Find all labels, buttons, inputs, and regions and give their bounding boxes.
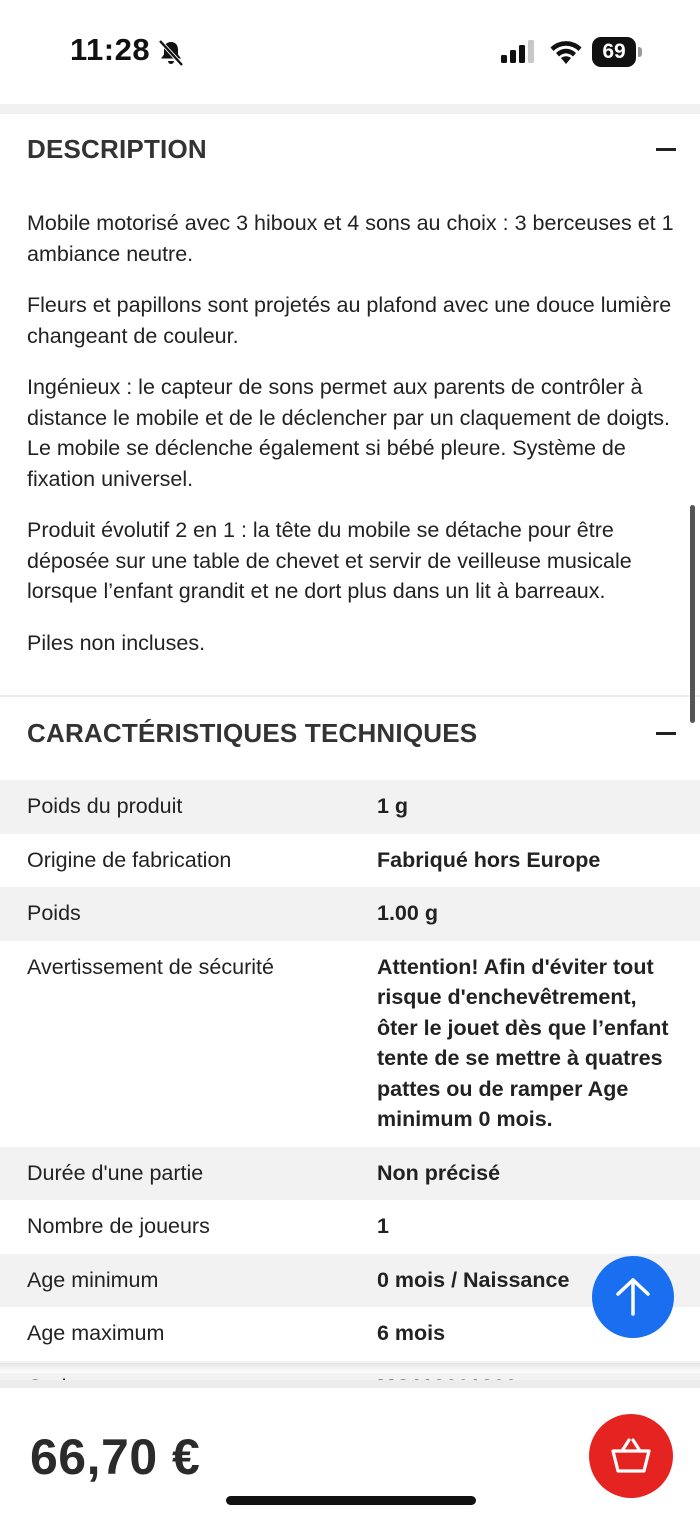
bottom-purchase-bar (0, 1380, 700, 1519)
spec-label: Poids du produit (27, 794, 183, 818)
spec-value: 6 mois (377, 1321, 446, 1345)
description-title: DESCRIPTION (27, 134, 207, 164)
description-paragraph: Ingénieux : le capteur de sons permet aux parents de contrôler à distance le mobile et de le déclencher par un claquement de doigts. Le mobile se déclenche également si bébé pleure. Système de fixation universel. (27, 375, 671, 491)
basket-icon (609, 1434, 653, 1478)
status-bar (0, 0, 700, 104)
spec-label: Durée d'une partie (27, 1160, 204, 1185)
cellular-signal-icon (500, 40, 538, 64)
table-row (0, 834, 700, 888)
table-row (0, 941, 700, 1147)
collapse-minus-icon[interactable] (656, 732, 676, 735)
section-separator (0, 104, 700, 114)
spec-value: Non précisé (377, 1160, 501, 1185)
spec-label: Avertissement de sécurité (27, 954, 274, 979)
scroll-to-top-button[interactable] (592, 1256, 674, 1338)
table-row (0, 1307, 700, 1361)
table-row (0, 1200, 700, 1254)
collapse-minus-icon[interactable] (656, 148, 676, 151)
spec-value: 1 g (377, 794, 409, 818)
spec-value: 1 (377, 1214, 389, 1238)
spec-value: Fabriqué hors Europe (377, 847, 601, 872)
spec-label: Origine de fabrication (27, 847, 232, 872)
wifi-icon (549, 38, 583, 66)
battery-level: 69 (592, 37, 636, 67)
specs-table (0, 780, 700, 1414)
scrollbar[interactable] (690, 505, 695, 723)
table-row (0, 887, 700, 941)
description-paragraph: Mobile motorisé avec 3 hiboux et 4 sons au choix : 3 berceuses et 1 ambiance neutre. (27, 211, 674, 266)
product-price: 66,70 € (30, 1429, 201, 1485)
add-to-cart-button[interactable] (589, 1414, 673, 1498)
spec-label: Age maximum (27, 1321, 165, 1345)
table-bottom-shadow (0, 1363, 700, 1373)
battery-tip (638, 47, 642, 57)
spec-value: 1.00 g (377, 901, 438, 925)
spec-label: Age minimum (27, 1267, 159, 1292)
divider (0, 695, 700, 697)
status-time: 11:28 (70, 32, 151, 67)
arrow-up-icon (613, 1276, 653, 1318)
table-row (0, 1147, 700, 1201)
description-paragraph: Piles non incluses. (27, 630, 206, 655)
description-paragraph: Fleurs et papillons sont projetés au plafond avec une douce lumière changeant de couleur. (27, 293, 672, 348)
home-indicator[interactable] (226, 1496, 476, 1505)
spec-value: 0 mois / Naissance (377, 1267, 570, 1292)
spec-label: Nombre de joueurs (27, 1214, 210, 1238)
description-header[interactable] (0, 114, 700, 184)
spec-value: Attention! Afin d'éviter tout risque d'enchevêtrement, ôter le jouet dès que l’enfant tente de se mettre à quatres pattes ou de ramper Age minimum 0 mois. (377, 954, 669, 1131)
table-row (0, 780, 700, 834)
battery-indicator (592, 37, 642, 67)
spec-label: Poids (27, 901, 81, 925)
specs-title: CARACTÉRISTIQUES TECHNIQUES (27, 718, 478, 748)
description-paragraph: Produit évolutif 2 en 1 : la tête du mobile se détache pour être déposée sur une table de chevet et servir de veilleuse musicale lorsque l’enfant grandit et ne dort plus dans un lit à barreaux. (27, 518, 632, 603)
description-body (27, 208, 677, 679)
bell-muted-icon (156, 38, 186, 68)
specs-header[interactable] (0, 698, 700, 768)
